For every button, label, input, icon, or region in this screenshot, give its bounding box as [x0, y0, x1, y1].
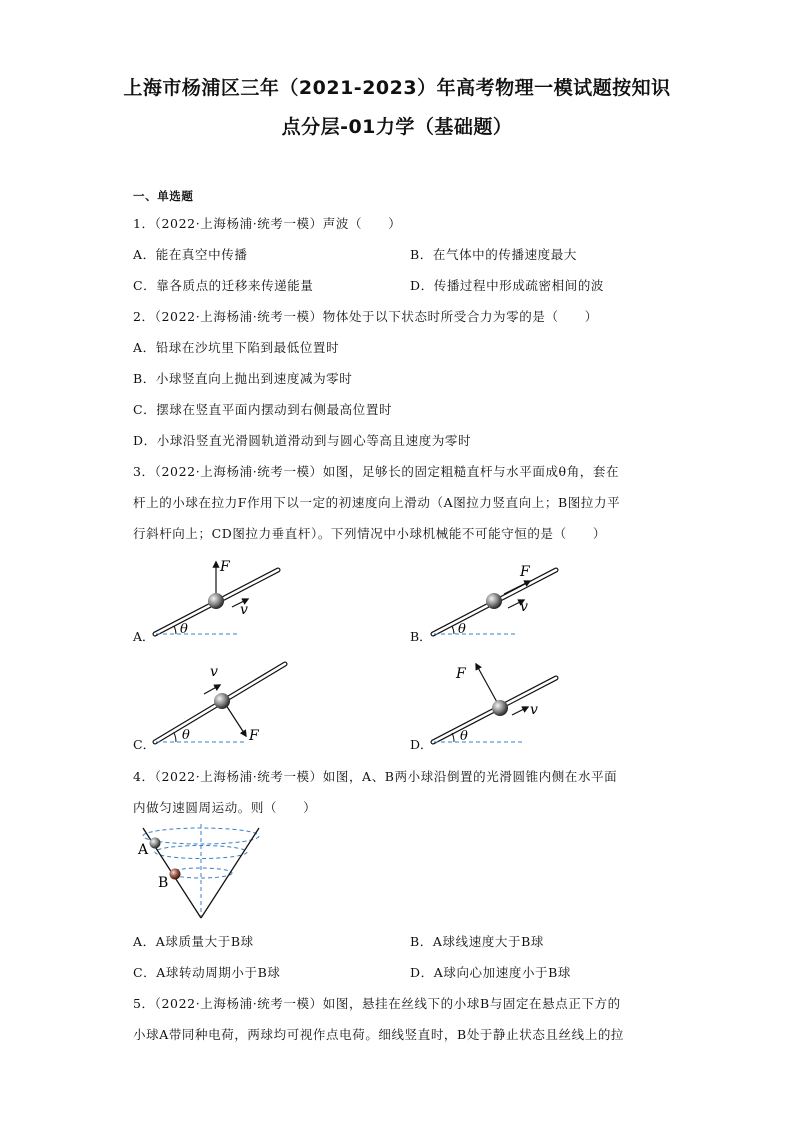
- q3-figure-d-ball: [492, 700, 508, 716]
- q3-figure-a-force: F: [220, 559, 230, 575]
- q3-figure-c-force: F: [249, 728, 259, 744]
- q3-figure-b: [428, 556, 563, 641]
- q1-option-a: A．能在真空中传播: [133, 247, 248, 262]
- q4-stem-line1: 4．（2022·上海杨浦·统考一模）如图，A、B两小球沿倒置的光滑圆锥内侧在水平面: [133, 769, 618, 784]
- q3-figure-c-label: C．: [133, 737, 156, 752]
- q3-figure-c-theta: θ: [182, 728, 190, 743]
- q4-stem-line2: 内做匀速圆周运动。则（ ）: [133, 800, 317, 815]
- q3-figure-d-velocity: v: [530, 702, 538, 718]
- q4-option-a: A．A球质量大于B球: [133, 934, 254, 949]
- q3-figure-d-label: D．: [410, 737, 433, 752]
- q3-figure-a: [150, 556, 285, 641]
- q1-option-d: D．传播过程中形成疏密相间的波: [410, 278, 605, 293]
- q3-figure-a-ball: [208, 593, 224, 609]
- q4-option-c: C．A球转动周期小于B球: [133, 965, 281, 980]
- q3-figure-c-ball: [214, 693, 230, 709]
- q3-figure-a-velocity: v: [240, 602, 248, 618]
- q3-figure-a-theta: θ: [180, 622, 188, 637]
- section-heading: 一、单选题: [133, 189, 194, 203]
- q2-option-d: D．小球沿竖直光滑圆轨道滑动到与圆心等高且速度为零时: [133, 433, 472, 448]
- q3-stem-line2: 杆上的小球在拉力F作用下以一定的初速度向上滑动（A图拉力竖直向上；B图拉力平: [133, 495, 621, 510]
- q4-cone-figure: [135, 822, 265, 922]
- q3-stem-line1: 3．（2022·上海杨浦·统考一模）如图，足够长的固定粗糙直杆与水平面成θ角，套在: [133, 464, 620, 479]
- q3-figure-b-ball: [486, 593, 502, 609]
- q4-ball-b: [170, 869, 181, 880]
- q3-figure-d-theta: θ: [460, 729, 468, 744]
- q1-stem: 1．（2022·上海杨浦·统考一模）声波（ ）: [133, 216, 402, 231]
- q4-option-d: D．A球向心加速度小于B球: [410, 965, 572, 980]
- q3-figure-b-velocity: v: [520, 599, 528, 615]
- q2-option-c: C．摆球在竖直平面内摆动到右侧最高位置时: [133, 402, 393, 417]
- q5-stem-line1: 5．（2022·上海杨浦·统考一模）如图，悬挂在丝线下的小球B与固定在悬点正下方的: [133, 996, 621, 1011]
- q3-figure-b-force: F: [520, 564, 530, 580]
- q1-option-c: C．靠各质点的迁移来传递能量: [133, 278, 314, 293]
- document-title-line1: 上海市杨浦区三年（2021-2023）年高考物理一模试题按知识: [123, 77, 671, 99]
- q4-option-b: B．A球线速度大于B球: [410, 934, 544, 949]
- q3-figure-d: [428, 656, 563, 751]
- q5-stem-line2: 小球A带同种电荷，两球均可视作点电荷。细线竖直时，B处于静止状态且丝线上的拉: [133, 1027, 625, 1042]
- q4-label-b: B: [158, 875, 169, 891]
- document-title-line2: 点分层-01力学（基础题）: [281, 116, 513, 138]
- q4-label-a: A: [138, 842, 149, 858]
- q3-figure-b-theta: θ: [458, 622, 466, 637]
- q4-ball-a: [150, 838, 161, 849]
- q3-figure-a-label: A．: [133, 629, 155, 644]
- q3-figure-b-label: B．: [410, 629, 432, 644]
- q3-stem-line3: 行斜杆向上；CD图拉力垂直杆）。下列情况中小球机械能不可能守恒的是（ ）: [133, 526, 607, 541]
- q3-figure-c-velocity: v: [210, 664, 218, 680]
- q3-figure-d-force: F: [456, 666, 466, 682]
- q2-option-b: B．小球竖直向上抛出到速度减为零时: [133, 371, 353, 386]
- q2-stem: 2．（2022·上海杨浦·统考一模）物体处于以下状态时所受合力为零的是（ ）: [133, 309, 598, 324]
- q2-option-a: A．铅球在沙坑里下陷到最低位置时: [133, 340, 340, 355]
- q1-option-b: B．在气体中的传播速度最大: [410, 247, 577, 262]
- q3-figure-c: [150, 656, 290, 751]
